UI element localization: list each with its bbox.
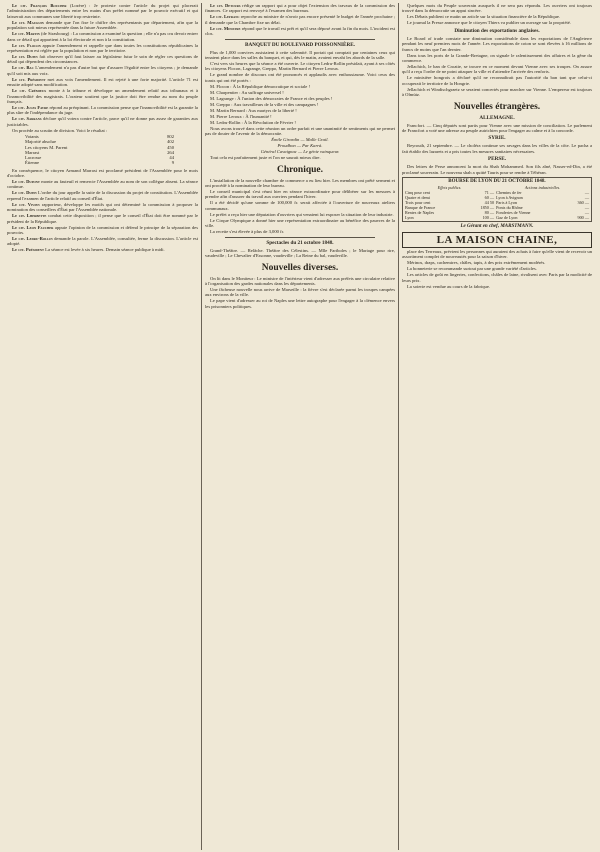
vote-table (7, 134, 198, 165)
speaker-lead: Le cit. Dupin (12, 54, 38, 60)
vote-label: Votants (25, 134, 39, 140)
paragraph-text: appuie l'amendement et rappelle que dans toutes les constitutions républicaines la représentation est réglée par la population et non par le territoire. (7, 42, 199, 54)
vote-label: Étienne (25, 160, 40, 166)
bourse-value: — (584, 209, 589, 215)
divider (225, 39, 375, 40)
speaker-lead: Le cit. Martin (12, 31, 40, 37)
column-right (398, 3, 595, 850)
toast-line: M. Greppo : Aux travailleurs de la ville et des campagnes ! (210, 101, 319, 107)
theatre-text: Grand-Théâtre. — Relâche. Théâtre des Célestins. — Mlle Fariboles ; le Mariage pour rire, vaudeville ; Le Chevalier d'Essonne, vaudeville ; La Reine du bal, vaudeville. (205, 247, 395, 259)
paragraph-text: répond que le travail est prêt et qu'il sera déposé avant la fin du mois. L'incident est clos. (205, 25, 395, 37)
speaker-lead: Le cit. Detours (210, 3, 241, 8)
paragraph (7, 190, 198, 201)
syrie-heading: SYRIE. (488, 135, 506, 142)
paragraph: On lit dans le Moniteur : Le ministre de l'intérieur vient d'adresser aux préfets une circulaire relative à l'organisation des gardes nationales dans les départements. (205, 275, 395, 286)
paragraph: Le Board of trade constate une diminution considérable dans les exportations de l'Angleterre pendant les neuf premiers mois de l'année. Les exportations de coton se sont élevées à 16 millions de francs de moins que l'an dernier. (402, 35, 592, 52)
paragraph-text: reproche au ministre de n'avoir pas encore présenté le budget de l'année prochaine ; il demande que la Chambre fixe un délai. (205, 14, 395, 25)
toast-line: M. Flocon : À la République démocratique et sociale ! (210, 83, 311, 89)
bourse-value: 360 — (577, 199, 589, 205)
speaker-lead: Le cit. Ministre (210, 25, 241, 31)
ad-paragraph: Les articles de goût en lingeries, confections, châles de laine, rivalisent avec Paris par la modicité de leurs prix. (402, 272, 592, 283)
paragraph-text: rédige un rapport qui a pour objet l'extension des travaux de la commission des finances. Ce rapport est renvoyé à l'examen des bureaux. (205, 3, 395, 14)
bourse-value: 60 — (484, 194, 495, 200)
bourse-label: Fonderies de Vienne (496, 209, 531, 215)
etrangeres-heading: Nouvelles étrangères. (453, 101, 541, 112)
diverses-heading: Nouvelles diverses. (261, 262, 339, 273)
paragraph-text: (Lozère) : Je proteste contre l'article du projet qui placerait l'administration des départements entre les mains d'un préfet nommé par le pouvoir exécutif et qui laisserait aux communes une liberté trop restreinte. (7, 3, 198, 19)
theatre-heading: Spectacles du 21 octobre 1848. (266, 239, 334, 246)
bourse-label: Chemins de fer (496, 189, 522, 195)
paragraph: Le ministère hongrois a déclaré qu'il ne reconnaîtrait pas l'autorité du ban tant que celui-ci occuperait le territoire de la Hongrie. (402, 75, 592, 86)
vote-value: 450 (167, 144, 174, 150)
paragraph (7, 77, 198, 88)
bourse-label: Paris à Lyon (496, 199, 518, 205)
speaker-lead: Le cit. Dupont (12, 178, 40, 184)
speaker-lead: Le cit. Mauguin (12, 19, 44, 25)
verse-line: Émile Girardin — Malle Grail. (271, 137, 329, 143)
toast-line: M. Pierre Leroux : À l'humanité ! (210, 113, 272, 119)
column-left (4, 3, 201, 850)
vote-label: Les citoyens M. Parent (25, 144, 68, 150)
paragraph: Le Cirque Olympique a donné hier une représentation extraordinaire au bénéfice des pauvres de la ville. (205, 217, 395, 229)
banquet-heading: BANQUET DU BOULEVARD POISSONNIÈRE. (245, 41, 355, 48)
ad-paragraph: place des Terreaux, prévient les personnes qui auraient des achats à faire qu'elle vient de recevoir un assortiment complet de nouveautés pour la saison d'hiver. (402, 248, 592, 260)
toast-line: M. Ledru-Rollin : À la Révolution de Février ! (210, 119, 296, 125)
bourse-value: 80 — (484, 209, 495, 215)
bourse-label: Trois pour cent (405, 199, 431, 205)
poem-after: Tout cela est parfaitement juste et l'on ne saurait mieux dire. (210, 155, 321, 161)
allemagne-heading: ALLEMAGNE. (479, 114, 515, 121)
paragraph (7, 20, 198, 31)
speaker-lead: Le cit. Président (12, 247, 44, 253)
paragraph (205, 26, 395, 37)
allemagne-text: Francfort. — Cinq députés sont partis pour Vienne avec une mission de conciliation. Le parlement de Francfort a voté une adresse au peuple autrichien pour l'engager au calme et à la concorde. (402, 122, 592, 134)
speaker-lead: Le cit. Jules Favre (12, 105, 49, 111)
perse-heading: PERSE. (487, 156, 507, 163)
vote-label: Majorité absolue (25, 139, 56, 145)
paragraph-text: rapporteur, développe les motifs qui ont déterminé la commission à proposer la nomination des conseillers d'État par l'Assemblée nationale. (7, 201, 198, 213)
paragraph: Plus de 1,000 convives assistaient à cette solennité. Il portait qui comptait par centaines ceux qui tenaient place dans les salles du banquet, et qui, dès le matin, avaient envahi les abords de la salle. (205, 49, 395, 61)
bourse-value: 1850 — (480, 204, 495, 210)
paragraph (7, 116, 198, 127)
paragraph: Le pape vient d'adresser au roi de Naples une lettre autographe pour l'engager à la clémence envers les prisonniers politiques. (205, 298, 395, 309)
speaker-lead: Le cit. Bac (12, 65, 34, 71)
paragraph (7, 43, 198, 54)
ad-paragraph: La bonneterie se recommande surtout par une grande variété d'articles. (407, 266, 537, 272)
paragraph (7, 225, 198, 236)
paragraph (7, 202, 198, 213)
paragraph (7, 31, 198, 42)
vote-value: 264 (167, 149, 174, 155)
paragraph: La recette s'est élevée à plus de 3,000 fr. (210, 229, 285, 235)
bourse-value: — (584, 189, 589, 195)
paragraph (7, 88, 198, 104)
paragraph (7, 105, 198, 116)
speaker-lead: Le cit. Président (12, 76, 46, 82)
speaker-lead: Le cit. Lefranc (210, 14, 240, 20)
paragraph: Jellachich et Windischgraetz se seraient concertés pour marcher sur Vienne. L'empereur est toujours à Olmütz. (402, 86, 592, 98)
bourse-title: BOURSE DE LYON DU 21 OCTOBRE 1848. (448, 179, 546, 185)
vote-value: 9 (171, 160, 174, 166)
paragraph (205, 3, 395, 14)
paragraph: Le grand nombre de discours ont été prononcés et applaudis avec enthousiasme. Voici ceux des toasts qui ont été portés : (205, 72, 395, 83)
bourse-label: Cinq pour cent (405, 189, 430, 195)
paragraph: Le conseil municipal s'est réuni hier en séance extraordinaire pour délibérer sur les mesures à prendre afin d'assurer du travail aux ouvriers pendant l'hiver. (205, 189, 395, 200)
bourse-value: — (584, 204, 589, 210)
banquet-end: Nous avons trouvé dans cette réunion un ordre parfait et une unanimité de sentiments qui ne permet pas de douter de l'avenir de la démocratie. (205, 125, 395, 137)
paragraph: Les Débats publient ce matin un article sur la situation financière de la République. (407, 14, 561, 20)
vote-value: 44 (169, 155, 174, 161)
paragraph-text: déclare qu'il votera contre l'article, parce qu'il ne donne pas assez de garanties aux justiciables. (7, 116, 198, 127)
bourse-table (402, 177, 592, 221)
paragraph-text: demande que l'on fixe le chiffre des représentants par département, afin que la population soit mieux représentée dans la future Assemblée. (7, 19, 198, 31)
speaker-lead: Le cit. Dupin (12, 190, 37, 196)
syrie-text: Beyrouth, 21 septembre. — Le choléra continue ses ravages dans les villes de la côte. Le pacha a fait établir des lazarets et a pris toutes les mesures sanitaires nécessaires. (402, 143, 592, 154)
paragraph (7, 213, 198, 224)
divider (225, 237, 375, 238)
bourse-value: 71 — (484, 189, 495, 195)
paragraph-text: L'amendement n'a pas d'autre but que d'assurer l'égalité entre les citoyens ; je demande qu'il soit mis aux voix. (7, 65, 199, 76)
bourse-label: Gaz de Lyon (496, 214, 518, 220)
bourse-label: Lyon à Avignon (496, 194, 523, 200)
paragraph-text: demande la parole. L'Assemblée, consultée, ferme la discussion. L'article est adopté. (7, 235, 198, 247)
paragraph (7, 179, 198, 190)
bourse-left-head: Effets publics. (437, 184, 462, 190)
speaker-lead: Le cit. François Boucher (12, 3, 67, 8)
vote-intro: On procède au scrutin de division. Voici le résultat : (12, 127, 108, 133)
paragraph: Une fâcheuse nouvelle nous arrive de Marseille : la fièvre s'est déclarée parmi les troupes campées aux environs de la ville. (205, 286, 395, 298)
toast-line: M. Martin Bernard : Aux martyrs de la liberté ! (210, 107, 297, 113)
toast-line: M. Charpentier : Au suffrage universel ! (210, 89, 284, 95)
vote-label: Lacrosse (25, 155, 42, 161)
speaker-lead: Le cit. Sarrans (12, 116, 42, 122)
speaker-lead: Le cit. Leon Faucher (12, 224, 54, 230)
column-middle (201, 3, 398, 850)
bourse-label: Lyon (405, 214, 414, 220)
paragraph (7, 247, 198, 252)
bourse-label: Banque de France (405, 204, 436, 210)
speaker-lead: Le cit. Crémieux (12, 88, 47, 94)
exports-heading: Diminution des exportations anglaises. (454, 27, 540, 34)
verse-line: Général Cavaignac — Le génie vainqueur. (260, 149, 340, 155)
paragraph-text: fait observer qu'il faut laisser au législateur futur le soin de régler ces questions de détail qui dépendent des circonstances. (7, 54, 199, 65)
speaker-lead: Le cit. Lherbette (12, 213, 47, 219)
paragraph-text: monte à la tribune et développe un amendement relatif aux tribunaux et à l'inamovibilité des magistrats. L'orateur soutient que la justice doit être rendue au nom du peuple français. (7, 88, 198, 105)
vote-value: 402 (167, 139, 174, 145)
paragraph (205, 14, 395, 25)
vote-label: Marrast (25, 149, 40, 155)
speaker-lead: Le cit. Flocon (12, 42, 41, 48)
verse-line: Proudhon — Par Karrà. (277, 143, 323, 149)
toast-line: M. Lagrange : À l'union des démocrates de France et des peuples ! (210, 95, 333, 101)
bourse-label: Rentes de Naples (405, 209, 435, 215)
chronique-heading: Chronique. (276, 164, 324, 175)
vote-result: En conséquence, le citoyen Armand Marrast est proclamé président de l'Assemblée pour le mois d'octobre. (7, 167, 198, 178)
paragraph: Jellachich, le ban de Croatie, se trouve en ce moment devant Vienne avec ses troupes. On assure qu'il a reçu l'ordre de ne point attaquer la ville et d'attendre l'arrivée des renforts. (402, 64, 592, 75)
bourse-row (404, 215, 590, 220)
paragraph-text: répond au préopinant. La commission pense que l'inamovibilité est la garantie la plus sûre de l'indépendance du juge. (7, 105, 198, 116)
speaker-lead: Le cit. Ledru-Rollin (12, 235, 53, 241)
vote-value: 802 (167, 134, 174, 140)
paragraph-text: appuie l'opinion de la commission et défend le principe de la séparation des pouvoirs. (7, 224, 198, 235)
paragraph: Dans tous les ports de la Grande-Bretagne, on signale le ralentissement des affaires et la gêne du commerce. (402, 52, 592, 64)
paragraph (7, 3, 198, 19)
paragraph: L'installation de la nouvelle chambre de commerce a eu lieu hier. Les membres ont prêté serment et ont procédé à la nomination de leur bureau. (205, 177, 395, 189)
gerant-line: Le Gérant en chef, MARSTMANN. (460, 223, 534, 229)
bourse-value: 900 — (577, 214, 589, 220)
bourse-value: 44 50 (484, 199, 495, 205)
speaker-lead: Le cit. Vivien (12, 201, 40, 207)
vote-row (7, 160, 198, 165)
paragraph: Il a été décidé qu'une somme de 100,000 fr. serait affectée à l'ouverture de nouveaux ateliers communaux. (205, 200, 395, 211)
paragraph-text: L'ordre du jour appelle la suite de la discussion du projet de constitution. L'Assemblée reprend l'examen de l'article relatif au conseil d'État. (7, 190, 198, 201)
paragraph-text: met aux voix l'amendement. Il est rejeté à une forte majorité. L'article 71 est ensuite adopté sans modification. (7, 76, 198, 88)
paragraph-text: monte au fauteuil et remercie l'Assemblée au nom de son collègue absent. La séance continue. (7, 178, 198, 190)
paragraph (7, 65, 198, 76)
paragraph-text: (de Strasbourg) : La commission a examiné la question ; elle n'a pas cru devoir entrer dans ce détail qui appartient à la loi électorale et non à la constitution. (7, 31, 198, 42)
paragraph: Quelques mots du Peuple souverain auxquels il ne sera pas répondu. Les ouvriers ont toujours trouvé dans la démocratie un appui sincère. (402, 3, 592, 14)
bourse-label: Quatre et demi (405, 194, 430, 200)
paragraph: Le journal la Presse annonce que le citoyen Thiers va publier un ouvrage sur la propriété. (407, 20, 571, 26)
paragraph-text: combat cette disposition ; il pense que le conseil d'État doit être nommé par le président de la République. (7, 213, 198, 224)
bourse-right-head: Actions industrielles. (524, 184, 561, 190)
ad-title: LA MAISON CHAINE, (402, 232, 592, 248)
paragraph (7, 236, 198, 247)
paragraph: C'est vers six heures que la séance a été ouverte. Le citoyen Ledru-Rollin présidait, ayant à ses côtés les citoyens Flocon, Lagrange, Greppo, Martin Bernard et Pierre Leroux. (205, 61, 395, 72)
ad-paragraph: La soierie est vendue au cours de la fabrique. (407, 283, 491, 289)
perse-text: Des lettres de Perse annoncent la mort du Shah Mohammed. Son fils aîné, Nasser-ed-Din, a été proclamé souverain. Le nouveau shah a quitté Tauris pour se rendre à Téhéran. (402, 164, 592, 175)
ad-paragraph: Mérinos, draps, cachemires, châles, tapis, à des prix extrêmement modérés. (407, 260, 546, 266)
paragraph (7, 54, 198, 65)
bourse-label: Ponts du Rhône (496, 204, 523, 210)
bourse-value: — (584, 194, 589, 200)
paragraph-text: La séance est levée à six heures. Demain séance publique à midi. (45, 247, 165, 253)
bourse-value: 100 — (482, 214, 495, 220)
paragraph: Le préfet a reçu hier une députation d'ouvriers qui venaient lui exposer la situation de leur industrie. (210, 211, 394, 217)
